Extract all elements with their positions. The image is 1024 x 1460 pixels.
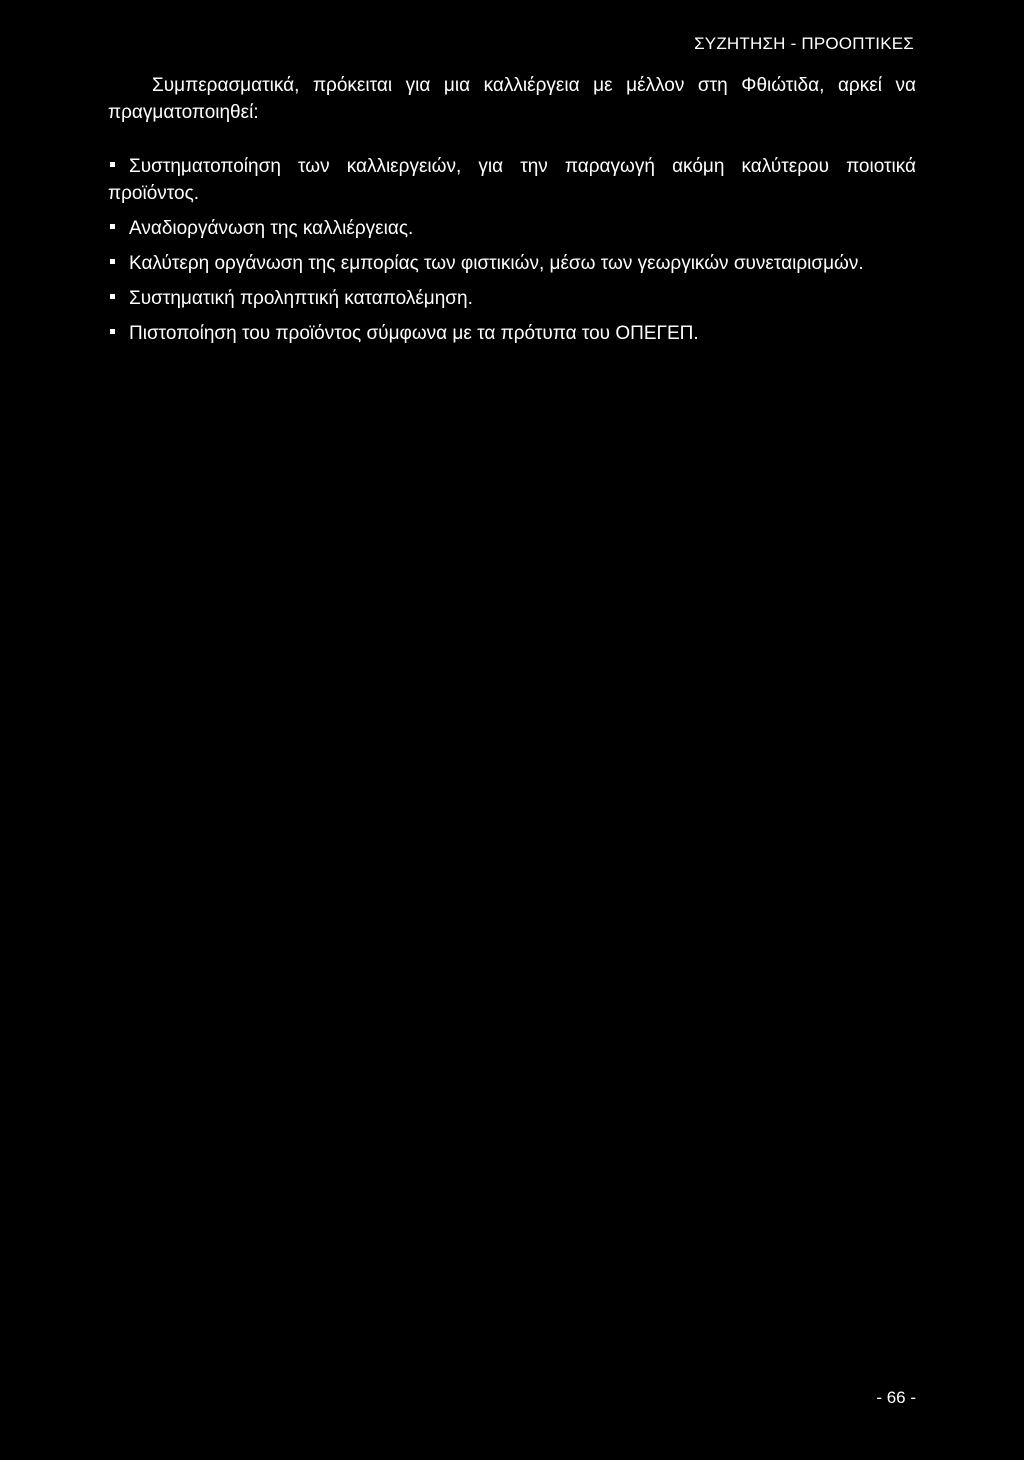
list-item xyxy=(108,153,916,207)
square-bullet-icon xyxy=(110,294,115,299)
list-item-text: Πιστοποίηση του προϊόντος σύμφωνα με τα πρότυπα του ΟΠΕΓΕΠ. xyxy=(129,323,699,344)
square-bullet-icon xyxy=(110,224,115,229)
list-item xyxy=(108,285,916,312)
list-item-text: Καλύτερη οργάνωση της εμπορίας των φιστικιών, μέσω των γεωργικών συνεταιρισμών. xyxy=(129,253,864,274)
square-bullet-icon xyxy=(110,162,115,167)
list-item xyxy=(108,320,916,347)
bullet-list xyxy=(108,153,916,347)
square-bullet-icon xyxy=(110,329,115,334)
square-bullet-icon xyxy=(110,259,115,264)
list-item xyxy=(108,250,916,277)
list-item-text: Συστηματική προληπτική καταπολέμηση. xyxy=(129,288,473,309)
list-item xyxy=(108,215,916,242)
list-item-text: Αναδιοργάνωση της καλλιέργειας. xyxy=(129,218,414,239)
list-item-text: Συστηματοποίηση των καλλιεργειών, για την παραγωγή ακόμη καλύτερου ποιοτικά προϊόντος. xyxy=(108,156,916,204)
running-header: ΣΥΖΗΤΗΣΗ - ΠΡΟΟΠΤΙΚΕΣ xyxy=(694,34,914,53)
intro-paragraph: Συμπερασματικά, πρόκειται για μια καλλιέργεια με μέλλον στη Φθιώτιδα, αρκεί να πραγματοποιηθεί: xyxy=(108,75,916,123)
document-body xyxy=(108,72,916,355)
page-number: - 66 - xyxy=(876,1388,916,1407)
